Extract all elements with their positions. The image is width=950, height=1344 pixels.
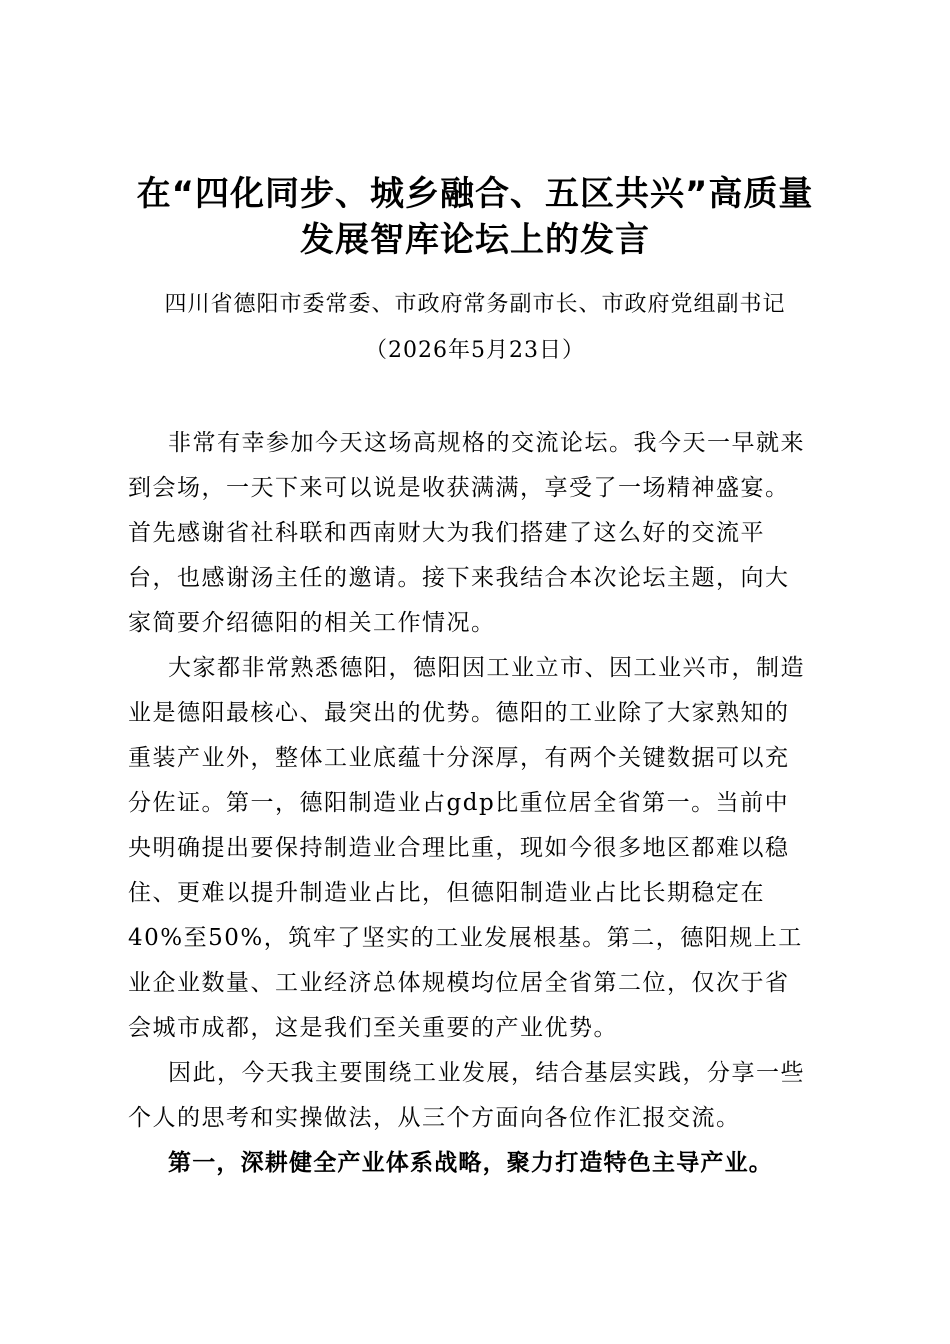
paragraph-2-line-7: 40%至50%，筑牢了坚实的工业发展根基。第二，德阳规上工 [128,925,803,951]
paragraph-2-line-3: 重装产业外，整体工业底蕴十分深厚，有两个关键数据可以充 [128,745,790,771]
paragraph-1-line-3: 首先感谢省社科联和西南财大为我们搭建了这么好的交流平 [128,520,765,546]
paragraph-2-line-4: 分佐证。第一，德阳制造业占gdp比重位居全省第一。当前中 [128,790,790,816]
paragraph-2-line-1: 大家都非常熟悉德阳，德阳因工业立市、因工业兴市，制造 [168,655,805,681]
paragraph-1-line-1: 非常有幸参加今天这场高规格的交流论坛。我今天一早就来 [168,430,805,456]
paragraph-3-line-1: 因此，今天我主要围绕工业发展，结合基层实践，分享一些 [168,1060,805,1086]
paragraph-3-line-2: 个人的思考和实操做法，从三个方面向各位作汇报交流。 [128,1105,741,1131]
paragraph-1-line-2: 到会场，一天下来可以说是收获满满，享受了一场精神盛宴。 [128,475,790,501]
document-title-line-1: 在“四化同步、城乡融合、五区共兴”高质量 [136,174,814,214]
document-title-line-2: 发展智库论坛上的发言 [300,220,650,260]
paragraph-2-line-2: 业是德阳最核心、最突出的优势。德阳的工业除了大家熟知的 [128,700,790,726]
date-line: （2026年5月23日） [365,338,585,363]
paragraph-2-line-9: 会城市成都，这是我们至关重要的产业优势。 [128,1015,618,1041]
paragraph-1-line-4: 台，也感谢汤主任的邀请。接下来我结合本次论坛主题，向大 [128,565,790,591]
section-heading-1: 第一，深耕健全产业体系战略，聚力打造特色主导产业。 [168,1150,773,1176]
paragraph-1-line-5: 家简要介绍德阳的相关工作情况。 [128,610,496,636]
paragraph-2-line-6: 住、更难以提升制造业占比，但德阳制造业占比长期稳定在 [128,880,765,906]
paragraph-2-line-8: 业企业数量、工业经济总体规模均位居全省第二位，仅次于省 [128,970,790,996]
paragraph-2-line-5: 央明确提出要保持制造业合理比重，现如今很多地区都难以稳 [128,835,790,861]
author-line: 四川省德阳市委常委、市政府常务副市长、市政府党组副书记 [164,292,786,317]
